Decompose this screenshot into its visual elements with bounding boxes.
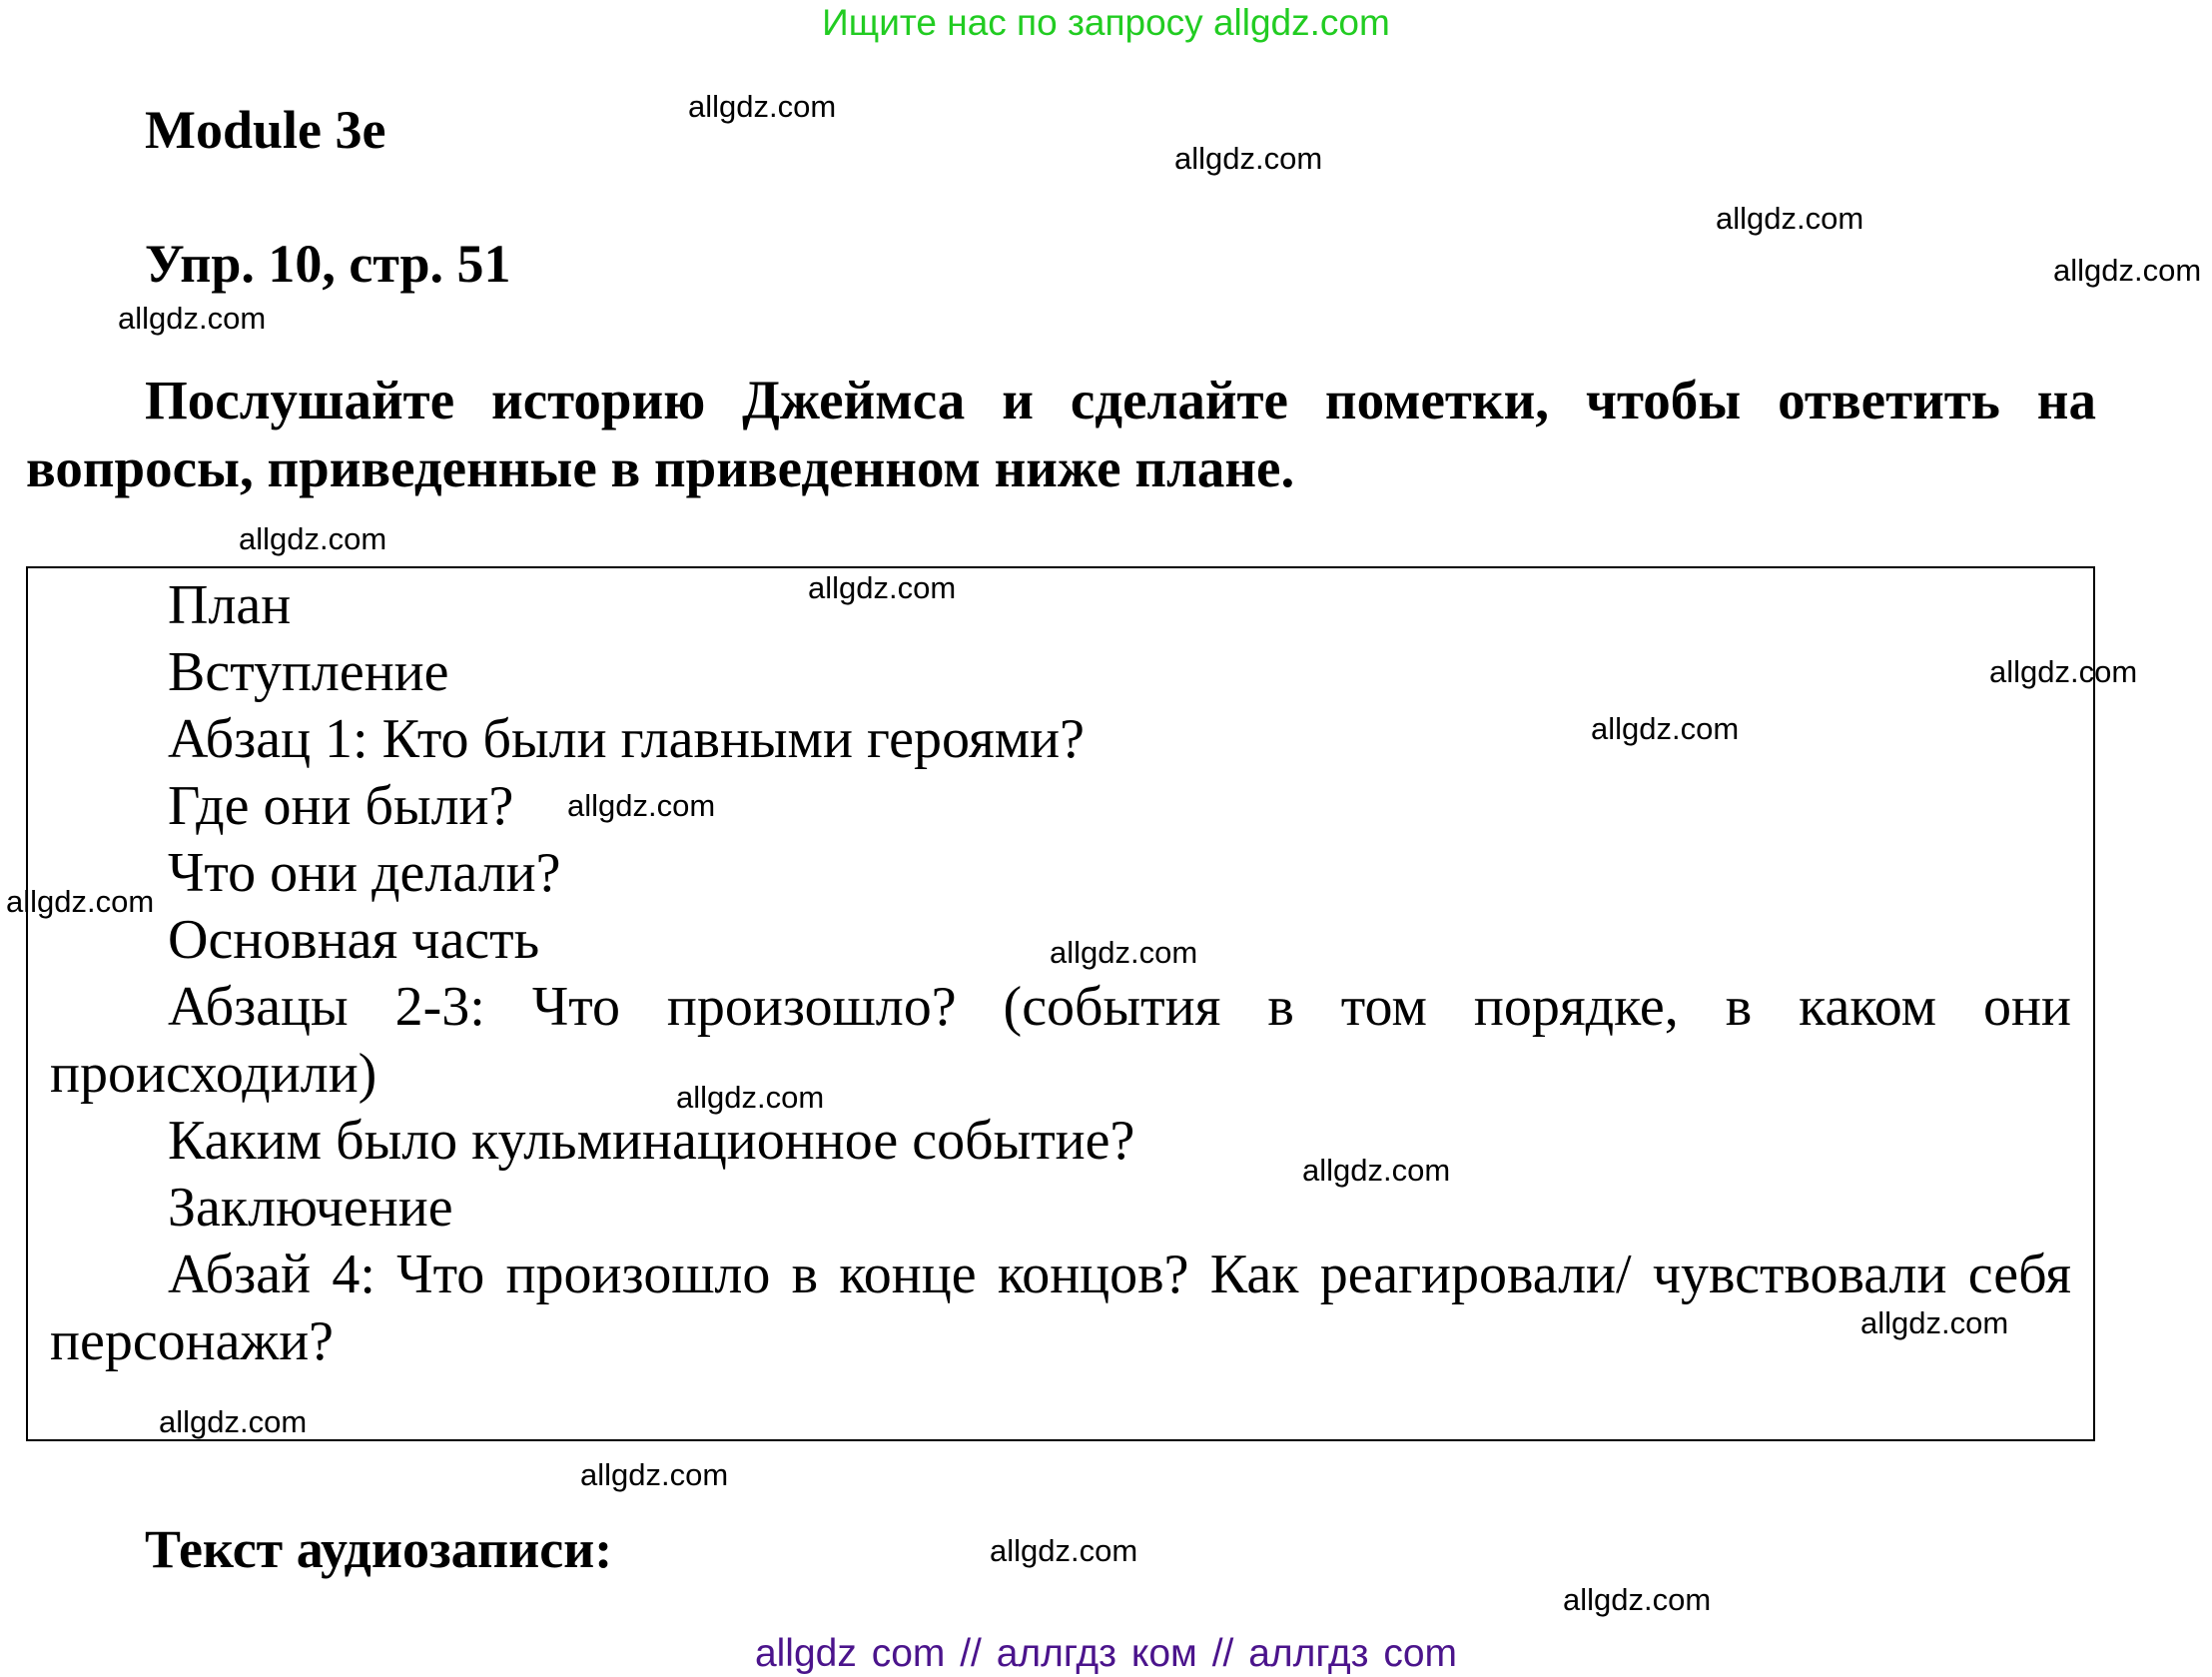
watermark: allgdz.com bbox=[1050, 935, 1198, 970]
watermark: allgdz.com bbox=[6, 884, 155, 919]
plan-line: Вступление bbox=[168, 641, 449, 703]
exercise-title: Упр. 10, стр. 51 bbox=[145, 234, 511, 294]
plan-line: Заключение bbox=[168, 1177, 453, 1239]
watermark: allgdz.com bbox=[1302, 1153, 1451, 1188]
watermark: allgdz.com bbox=[676, 1080, 825, 1115]
watermark: allgdz.com bbox=[688, 89, 837, 124]
plan-line: Где они были? bbox=[168, 775, 514, 837]
watermark: allgdz.com bbox=[567, 788, 716, 823]
plan-line: Абзац 1: Кто были главными героями? bbox=[168, 708, 1085, 770]
watermark: allgdz.com bbox=[2053, 253, 2202, 288]
audio-transcript-title: Текст аудиозаписи: bbox=[145, 1519, 613, 1579]
plan-line: Абзай 4: Что произошло в конце концов? Как реагировали/ чувствовали себя персонажи? bbox=[50, 1244, 2071, 1372]
watermark: allgdz.com bbox=[1860, 1305, 2009, 1340]
watermark: allgdz.com bbox=[580, 1457, 729, 1492]
watermark: allgdz.com bbox=[1174, 141, 1323, 176]
plan-line: Абзацы 2-3: Что произошло? (события в том порядке, в каком они происходили) bbox=[50, 976, 2071, 1105]
plan-line: Основная часть bbox=[168, 909, 540, 971]
watermark: allgdz.com bbox=[1716, 201, 1864, 236]
plan-line: Каким было кульминационное событие? bbox=[168, 1110, 1135, 1172]
plan-line: План bbox=[168, 574, 292, 636]
watermark: allgdz.com bbox=[1563, 1582, 1712, 1617]
watermark: allgdz.com bbox=[990, 1533, 1138, 1568]
module-title: Module 3e bbox=[145, 100, 386, 160]
watermark: allgdz.com bbox=[239, 521, 387, 556]
watermark: allgdz.com bbox=[159, 1404, 308, 1439]
watermark: allgdz.com bbox=[118, 301, 267, 336]
plan-box bbox=[26, 566, 2095, 1441]
watermark: allgdz.com bbox=[1989, 654, 2138, 689]
watermark: allgdz.com bbox=[1591, 711, 1740, 746]
instruction-text: Послушайте историю Джеймса и сделайте пометки, чтобы ответить на вопросы, приведенные в приведенном ниже плане. bbox=[26, 370, 2096, 498]
site-banner-bottom: allgdz com // аллгдз ком // аллгдз com bbox=[754, 1632, 1458, 1675]
watermark: allgdz.com bbox=[808, 570, 957, 605]
site-banner-top: Ищите нас по запросу allgdz.com bbox=[822, 2, 1390, 43]
plan-line: Что они делали? bbox=[168, 842, 561, 904]
